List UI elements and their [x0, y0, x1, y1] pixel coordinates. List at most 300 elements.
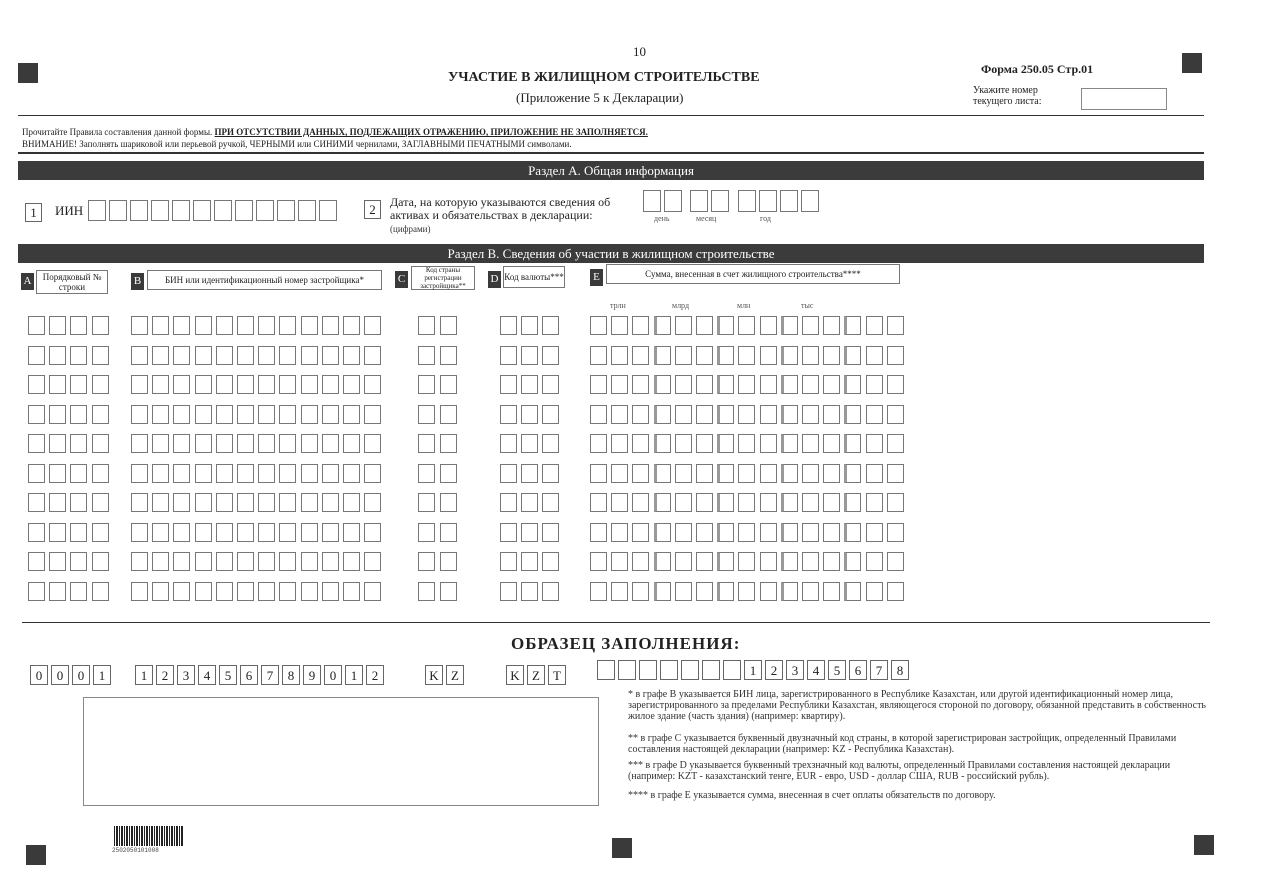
- bin-cell[interactable]: [131, 434, 148, 453]
- amount-cell[interactable]: [696, 552, 713, 571]
- currency-code-cell[interactable]: [500, 434, 517, 453]
- amount-cell[interactable]: [823, 523, 840, 542]
- row-number-cell[interactable]: [92, 523, 109, 542]
- amount-cell[interactable]: [738, 405, 755, 424]
- currency-code-cell[interactable]: [521, 346, 538, 365]
- bin-cell[interactable]: [152, 464, 169, 483]
- bin-cell[interactable]: [279, 493, 296, 512]
- iin-cell[interactable]: [109, 200, 127, 221]
- bin-cell[interactable]: [279, 316, 296, 335]
- currency-code-cell[interactable]: [500, 493, 517, 512]
- bin-cell[interactable]: [195, 493, 212, 512]
- date-cell[interactable]: [690, 190, 708, 212]
- row-number-cell[interactable]: [49, 493, 66, 512]
- currency-code-cell[interactable]: [521, 434, 538, 453]
- currency-code-cell[interactable]: [500, 582, 517, 601]
- bin-cell[interactable]: [279, 434, 296, 453]
- bin-cell[interactable]: [322, 523, 339, 542]
- date-cell[interactable]: [780, 190, 798, 212]
- row-number-cell[interactable]: [92, 346, 109, 365]
- amount-cell[interactable]: [866, 316, 883, 335]
- bin-cell[interactable]: [131, 582, 148, 601]
- bin-cell[interactable]: [237, 552, 254, 571]
- amount-cell[interactable]: [887, 434, 904, 453]
- bin-cell[interactable]: [322, 582, 339, 601]
- amount-cell[interactable]: [760, 523, 777, 542]
- amount-cell[interactable]: [802, 375, 819, 394]
- date-cell[interactable]: [664, 190, 682, 212]
- currency-code-cell[interactable]: [521, 523, 538, 542]
- row-number-cell[interactable]: [28, 523, 45, 542]
- bin-cell[interactable]: [343, 434, 360, 453]
- amount-cell[interactable]: [632, 405, 649, 424]
- amount-cell[interactable]: [802, 346, 819, 365]
- amount-cell[interactable]: [611, 434, 628, 453]
- row-number-cell[interactable]: [28, 346, 45, 365]
- bin-cell[interactable]: [237, 523, 254, 542]
- row-number-cell[interactable]: [28, 316, 45, 335]
- bin-cell[interactable]: [322, 434, 339, 453]
- row-number-cell[interactable]: [49, 434, 66, 453]
- currency-code-cell[interactable]: [521, 316, 538, 335]
- amount-cell[interactable]: [717, 464, 734, 483]
- bin-cell[interactable]: [195, 552, 212, 571]
- amount-cell[interactable]: [866, 434, 883, 453]
- bin-cell[interactable]: [173, 493, 190, 512]
- bin-cell[interactable]: [237, 582, 254, 601]
- bin-cell[interactable]: [216, 434, 233, 453]
- bin-cell[interactable]: [195, 434, 212, 453]
- amount-cell[interactable]: [590, 375, 607, 394]
- amount-cell[interactable]: [675, 582, 692, 601]
- date-cell[interactable]: [711, 190, 729, 212]
- amount-cell[interactable]: [866, 493, 883, 512]
- amount-cell[interactable]: [844, 464, 861, 483]
- iin-cell[interactable]: [88, 200, 106, 221]
- amount-cell[interactable]: [802, 434, 819, 453]
- amount-cell[interactable]: [717, 375, 734, 394]
- row-number-cell[interactable]: [92, 316, 109, 335]
- row-number-cell[interactable]: [70, 346, 87, 365]
- currency-code-cell[interactable]: [521, 375, 538, 394]
- currency-code-cell[interactable]: [542, 346, 559, 365]
- amount-cell[interactable]: [760, 375, 777, 394]
- bin-cell[interactable]: [343, 346, 360, 365]
- row-number-cell[interactable]: [92, 582, 109, 601]
- amount-cell[interactable]: [717, 434, 734, 453]
- country-code-cell[interactable]: [418, 523, 435, 542]
- bin-cell[interactable]: [364, 582, 381, 601]
- date-cell[interactable]: [643, 190, 661, 212]
- currency-code-cell[interactable]: [542, 523, 559, 542]
- amount-cell[interactable]: [760, 346, 777, 365]
- amount-cell[interactable]: [675, 346, 692, 365]
- bin-cell[interactable]: [173, 464, 190, 483]
- country-code-cell[interactable]: [418, 316, 435, 335]
- amount-cell[interactable]: [654, 405, 671, 424]
- amount-cell[interactable]: [887, 582, 904, 601]
- amount-cell[interactable]: [717, 523, 734, 542]
- amount-cell[interactable]: [696, 493, 713, 512]
- currency-code-cell[interactable]: [521, 405, 538, 424]
- amount-cell[interactable]: [823, 316, 840, 335]
- amount-cell[interactable]: [590, 552, 607, 571]
- country-code-cell[interactable]: [440, 582, 457, 601]
- row-number-cell[interactable]: [92, 375, 109, 394]
- amount-cell[interactable]: [823, 493, 840, 512]
- bin-cell[interactable]: [343, 375, 360, 394]
- amount-cell[interactable]: [738, 375, 755, 394]
- amount-cell[interactable]: [781, 493, 798, 512]
- bin-cell[interactable]: [216, 375, 233, 394]
- bin-cell[interactable]: [343, 582, 360, 601]
- amount-cell[interactable]: [887, 552, 904, 571]
- bin-cell[interactable]: [343, 552, 360, 571]
- bin-cell[interactable]: [279, 523, 296, 542]
- bin-cell[interactable]: [152, 316, 169, 335]
- bin-cell[interactable]: [195, 316, 212, 335]
- currency-code-cell[interactable]: [500, 552, 517, 571]
- bin-cell[interactable]: [131, 464, 148, 483]
- bin-cell[interactable]: [258, 346, 275, 365]
- amount-cell[interactable]: [611, 464, 628, 483]
- bin-cell[interactable]: [301, 552, 318, 571]
- row-number-cell[interactable]: [28, 464, 45, 483]
- amount-cell[interactable]: [632, 346, 649, 365]
- currency-code-cell[interactable]: [542, 434, 559, 453]
- bin-cell[interactable]: [173, 375, 190, 394]
- country-code-cell[interactable]: [440, 405, 457, 424]
- amount-cell[interactable]: [781, 405, 798, 424]
- bin-cell[interactable]: [216, 493, 233, 512]
- bin-cell[interactable]: [301, 434, 318, 453]
- amount-cell[interactable]: [844, 346, 861, 365]
- amount-cell[interactable]: [802, 493, 819, 512]
- amount-cell[interactable]: [632, 552, 649, 571]
- amount-cell[interactable]: [844, 493, 861, 512]
- row-number-cell[interactable]: [70, 493, 87, 512]
- amount-cell[interactable]: [887, 316, 904, 335]
- amount-cell[interactable]: [654, 552, 671, 571]
- bin-cell[interactable]: [173, 523, 190, 542]
- row-number-cell[interactable]: [49, 375, 66, 394]
- amount-cell[interactable]: [675, 523, 692, 542]
- amount-cell[interactable]: [844, 523, 861, 542]
- bin-cell[interactable]: [258, 523, 275, 542]
- bin-cell[interactable]: [152, 523, 169, 542]
- bin-cell[interactable]: [152, 375, 169, 394]
- row-number-cell[interactable]: [92, 464, 109, 483]
- amount-cell[interactable]: [802, 523, 819, 542]
- bin-cell[interactable]: [216, 523, 233, 542]
- currency-code-cell[interactable]: [542, 375, 559, 394]
- amount-cell[interactable]: [717, 346, 734, 365]
- amount-cell[interactable]: [844, 316, 861, 335]
- amount-cell[interactable]: [802, 464, 819, 483]
- bin-cell[interactable]: [279, 375, 296, 394]
- bin-cell[interactable]: [237, 405, 254, 424]
- amount-cell[interactable]: [760, 552, 777, 571]
- bin-cell[interactable]: [364, 316, 381, 335]
- iin-cell[interactable]: [256, 200, 274, 221]
- amount-cell[interactable]: [887, 375, 904, 394]
- bin-cell[interactable]: [322, 346, 339, 365]
- amount-cell[interactable]: [887, 405, 904, 424]
- country-code-cell[interactable]: [418, 434, 435, 453]
- amount-cell[interactable]: [738, 493, 755, 512]
- bin-cell[interactable]: [343, 316, 360, 335]
- amount-cell[interactable]: [654, 523, 671, 542]
- country-code-cell[interactable]: [440, 346, 457, 365]
- bin-cell[interactable]: [322, 464, 339, 483]
- iin-cell[interactable]: [130, 200, 148, 221]
- amount-cell[interactable]: [887, 464, 904, 483]
- amount-cell[interactable]: [590, 523, 607, 542]
- row-number-cell[interactable]: [70, 316, 87, 335]
- bin-cell[interactable]: [343, 405, 360, 424]
- amount-cell[interactable]: [866, 464, 883, 483]
- amount-cell[interactable]: [611, 493, 628, 512]
- amount-cell[interactable]: [738, 316, 755, 335]
- bin-cell[interactable]: [301, 405, 318, 424]
- amount-cell[interactable]: [781, 552, 798, 571]
- amount-cell[interactable]: [717, 316, 734, 335]
- bin-cell[interactable]: [364, 375, 381, 394]
- amount-cell[interactable]: [717, 552, 734, 571]
- amount-cell[interactable]: [696, 582, 713, 601]
- amount-cell[interactable]: [675, 375, 692, 394]
- bin-cell[interactable]: [152, 493, 169, 512]
- bin-cell[interactable]: [364, 493, 381, 512]
- bin-cell[interactable]: [343, 523, 360, 542]
- currency-code-cell[interactable]: [521, 464, 538, 483]
- country-code-cell[interactable]: [418, 405, 435, 424]
- bin-cell[interactable]: [301, 464, 318, 483]
- bin-cell[interactable]: [216, 346, 233, 365]
- country-code-cell[interactable]: [418, 493, 435, 512]
- currency-code-cell[interactable]: [521, 582, 538, 601]
- bin-cell[interactable]: [258, 493, 275, 512]
- amount-cell[interactable]: [675, 316, 692, 335]
- bin-cell[interactable]: [216, 464, 233, 483]
- bin-cell[interactable]: [131, 493, 148, 512]
- currency-code-cell[interactable]: [542, 316, 559, 335]
- amount-cell[interactable]: [823, 346, 840, 365]
- row-number-cell[interactable]: [49, 552, 66, 571]
- amount-cell[interactable]: [590, 582, 607, 601]
- bin-cell[interactable]: [279, 405, 296, 424]
- bin-cell[interactable]: [258, 405, 275, 424]
- amount-cell[interactable]: [632, 464, 649, 483]
- amount-cell[interactable]: [696, 405, 713, 424]
- amount-cell[interactable]: [823, 552, 840, 571]
- amount-cell[interactable]: [844, 405, 861, 424]
- row-number-cell[interactable]: [70, 434, 87, 453]
- row-number-cell[interactable]: [70, 552, 87, 571]
- row-number-cell[interactable]: [28, 582, 45, 601]
- bin-cell[interactable]: [322, 375, 339, 394]
- amount-cell[interactable]: [887, 346, 904, 365]
- currency-code-cell[interactable]: [500, 346, 517, 365]
- amount-cell[interactable]: [654, 464, 671, 483]
- amount-cell[interactable]: [844, 552, 861, 571]
- row-number-cell[interactable]: [92, 493, 109, 512]
- country-code-cell[interactable]: [418, 346, 435, 365]
- bin-cell[interactable]: [173, 316, 190, 335]
- amount-cell[interactable]: [760, 582, 777, 601]
- bin-cell[interactable]: [216, 405, 233, 424]
- bin-cell[interactable]: [258, 316, 275, 335]
- bin-cell[interactable]: [131, 523, 148, 542]
- amount-cell[interactable]: [696, 346, 713, 365]
- country-code-cell[interactable]: [440, 316, 457, 335]
- amount-cell[interactable]: [887, 493, 904, 512]
- amount-cell[interactable]: [611, 405, 628, 424]
- amount-cell[interactable]: [611, 375, 628, 394]
- amount-cell[interactable]: [823, 434, 840, 453]
- amount-cell[interactable]: [590, 346, 607, 365]
- date-cell[interactable]: [759, 190, 777, 212]
- bin-cell[interactable]: [364, 523, 381, 542]
- row-number-cell[interactable]: [49, 405, 66, 424]
- iin-cell[interactable]: [277, 200, 295, 221]
- amount-cell[interactable]: [590, 316, 607, 335]
- bin-cell[interactable]: [364, 552, 381, 571]
- bin-cell[interactable]: [152, 405, 169, 424]
- bin-cell[interactable]: [216, 552, 233, 571]
- country-code-cell[interactable]: [440, 552, 457, 571]
- amount-cell[interactable]: [844, 375, 861, 394]
- amount-cell[interactable]: [632, 316, 649, 335]
- amount-cell[interactable]: [654, 434, 671, 453]
- amount-cell[interactable]: [611, 552, 628, 571]
- currency-code-cell[interactable]: [521, 552, 538, 571]
- bin-cell[interactable]: [195, 346, 212, 365]
- amount-cell[interactable]: [717, 582, 734, 601]
- amount-cell[interactable]: [866, 405, 883, 424]
- amount-cell[interactable]: [632, 523, 649, 542]
- amount-cell[interactable]: [802, 552, 819, 571]
- row-number-cell[interactable]: [70, 405, 87, 424]
- amount-cell[interactable]: [738, 464, 755, 483]
- amount-cell[interactable]: [866, 523, 883, 542]
- bin-cell[interactable]: [301, 493, 318, 512]
- amount-cell[interactable]: [675, 552, 692, 571]
- row-number-cell[interactable]: [70, 523, 87, 542]
- currency-code-cell[interactable]: [521, 493, 538, 512]
- amount-cell[interactable]: [823, 582, 840, 601]
- amount-cell[interactable]: [654, 316, 671, 335]
- amount-cell[interactable]: [717, 493, 734, 512]
- amount-cell[interactable]: [844, 582, 861, 601]
- currency-code-cell[interactable]: [542, 552, 559, 571]
- bin-cell[interactable]: [131, 316, 148, 335]
- bin-cell[interactable]: [364, 346, 381, 365]
- amount-cell[interactable]: [654, 582, 671, 601]
- bin-cell[interactable]: [343, 464, 360, 483]
- bin-cell[interactable]: [258, 464, 275, 483]
- amount-cell[interactable]: [611, 316, 628, 335]
- row-number-cell[interactable]: [28, 552, 45, 571]
- amount-cell[interactable]: [590, 464, 607, 483]
- amount-cell[interactable]: [675, 405, 692, 424]
- amount-cell[interactable]: [802, 582, 819, 601]
- amount-cell[interactable]: [696, 316, 713, 335]
- amount-cell[interactable]: [696, 464, 713, 483]
- country-code-cell[interactable]: [418, 464, 435, 483]
- amount-cell[interactable]: [654, 493, 671, 512]
- bin-cell[interactable]: [131, 552, 148, 571]
- amount-cell[interactable]: [738, 552, 755, 571]
- iin-cell[interactable]: [151, 200, 169, 221]
- bin-cell[interactable]: [279, 582, 296, 601]
- amount-cell[interactable]: [802, 316, 819, 335]
- amount-cell[interactable]: [760, 464, 777, 483]
- bin-cell[interactable]: [258, 434, 275, 453]
- bin-cell[interactable]: [173, 346, 190, 365]
- country-code-cell[interactable]: [418, 582, 435, 601]
- amount-cell[interactable]: [781, 346, 798, 365]
- iin-cell[interactable]: [298, 200, 316, 221]
- bin-cell[interactable]: [322, 552, 339, 571]
- bin-cell[interactable]: [131, 346, 148, 365]
- amount-cell[interactable]: [823, 464, 840, 483]
- currency-code-cell[interactable]: [500, 464, 517, 483]
- amount-cell[interactable]: [866, 552, 883, 571]
- sheet-number-input[interactable]: [1081, 88, 1167, 110]
- iin-cell[interactable]: [319, 200, 337, 221]
- row-number-cell[interactable]: [70, 375, 87, 394]
- currency-code-cell[interactable]: [542, 464, 559, 483]
- row-number-cell[interactable]: [28, 434, 45, 453]
- bin-cell[interactable]: [152, 346, 169, 365]
- country-code-cell[interactable]: [440, 493, 457, 512]
- row-number-cell[interactable]: [49, 464, 66, 483]
- amount-cell[interactable]: [738, 582, 755, 601]
- country-code-cell[interactable]: [440, 464, 457, 483]
- bin-cell[interactable]: [173, 434, 190, 453]
- bin-cell[interactable]: [301, 375, 318, 394]
- bin-cell[interactable]: [258, 552, 275, 571]
- row-number-cell[interactable]: [92, 552, 109, 571]
- bin-cell[interactable]: [195, 405, 212, 424]
- amount-cell[interactable]: [696, 375, 713, 394]
- row-number-cell[interactable]: [92, 405, 109, 424]
- amount-cell[interactable]: [675, 464, 692, 483]
- bin-cell[interactable]: [131, 405, 148, 424]
- amount-cell[interactable]: [802, 405, 819, 424]
- amount-cell[interactable]: [866, 375, 883, 394]
- country-code-cell[interactable]: [418, 375, 435, 394]
- amount-cell[interactable]: [887, 523, 904, 542]
- amount-cell[interactable]: [590, 434, 607, 453]
- bin-cell[interactable]: [195, 375, 212, 394]
- bin-cell[interactable]: [237, 493, 254, 512]
- bin-cell[interactable]: [301, 582, 318, 601]
- bin-cell[interactable]: [195, 582, 212, 601]
- amount-cell[interactable]: [738, 434, 755, 453]
- amount-cell[interactable]: [844, 434, 861, 453]
- bin-cell[interactable]: [173, 405, 190, 424]
- row-number-cell[interactable]: [28, 405, 45, 424]
- amount-cell[interactable]: [760, 493, 777, 512]
- amount-cell[interactable]: [696, 434, 713, 453]
- bin-cell[interactable]: [152, 434, 169, 453]
- bin-cell[interactable]: [237, 464, 254, 483]
- bin-cell[interactable]: [195, 523, 212, 542]
- row-number-cell[interactable]: [70, 464, 87, 483]
- row-number-cell[interactable]: [49, 316, 66, 335]
